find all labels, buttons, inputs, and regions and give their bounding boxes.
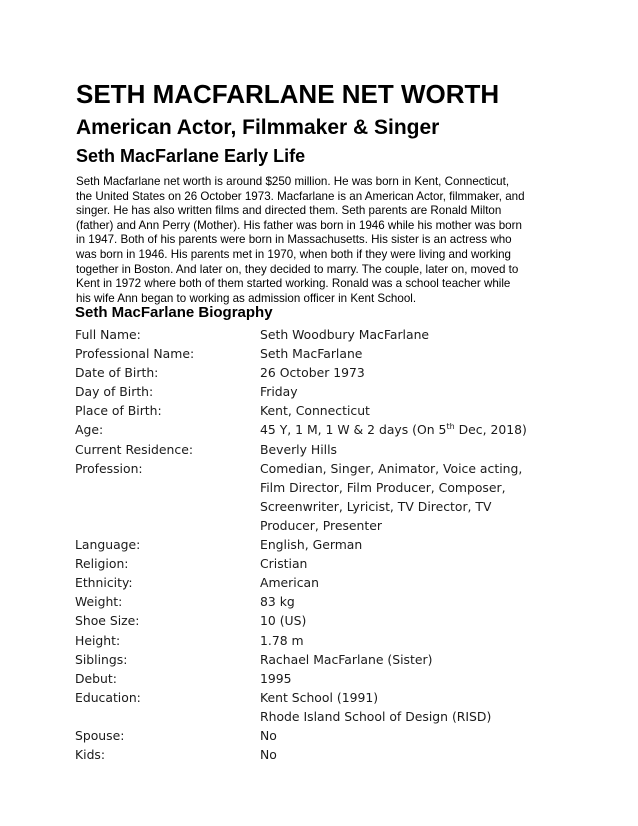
bio-label: Weight:: [75, 594, 123, 610]
bio-row-education: [75, 688, 555, 726]
bio-label: Education:: [75, 689, 141, 705]
bio-value: Comedian, Singer, Animator, Voice acting, Film Director, Film Producer, Composer, Screenwriter, Lyricist, TV Director, TV Producer, Presenter: [260, 460, 523, 533]
bio-value: 1.78 m: [260, 632, 304, 648]
age-ordinal-suffix: th: [446, 422, 455, 432]
bio-label: Debut:: [75, 670, 117, 686]
bio-label: Full Name:: [75, 327, 141, 342]
bio-value: Kent, Connecticut: [260, 403, 370, 419]
bio-value: American: [260, 575, 319, 591]
bio-row-shoe-size: [75, 611, 555, 630]
bio-value-age: [260, 420, 555, 439]
bio-label: Kids:: [75, 747, 106, 763]
bio-row-place-of-birth: [75, 401, 555, 420]
bio-label: Professional Name:: [75, 346, 195, 362]
bio-value: Seth Woodbury MacFarlane: [260, 327, 430, 342]
bio-label: Date of Birth:: [75, 365, 159, 381]
bio-value: No: [260, 747, 277, 763]
bio-label: Day of Birth:: [75, 384, 154, 400]
bio-label: Spouse:: [75, 727, 125, 743]
early-life-paragraph: Seth Macfarlane net worth is around $250 million. He was born in Kent, Connecticut, the United States on 26 October 1973. Macfarlane is an American Actor, filmmaker, and singer. He has also written films and directed them. Seth parents are Ronald Milton (father) and Ann Perry (Mother). His father was born in 1946 while his mother was born in 1947. Both of his parents were born in Massachusetts. His sister is an actress who was born in 1946. His parents met in 1970, when both if they were living and working together in Boston. And later on, they decided to marry. The couple, later on, moved to Kent in 1972 where both of them started working. Ronald was a school teacher while his wife Ann began to working as admission officer in Kent School.: [76, 175, 525, 305]
bio-row-professional-name: [75, 344, 555, 363]
bio-row-height: [75, 631, 555, 650]
bio-row-age: [75, 420, 555, 439]
bio-value: Friday: [260, 384, 298, 400]
bio-value: Kent School (1991) Rhode Island School of Design (RISD): [260, 689, 492, 724]
bio-label: Current Residence:: [75, 441, 194, 457]
bio-row-day-of-birth: [75, 382, 555, 401]
bio-label: Height:: [75, 632, 121, 648]
bio-row-date-of-birth: [75, 363, 555, 382]
document-page: [76, 80, 576, 306]
bio-value: No: [260, 727, 277, 743]
bio-row-siblings: [75, 650, 555, 669]
bio-row-debut: [75, 669, 555, 688]
bio-row-ethnicity: [75, 573, 555, 592]
bio-row-weight: [75, 592, 555, 611]
bio-row-religion: [75, 554, 555, 573]
bio-row-current-residence: [75, 440, 555, 459]
page-title: SETH MACFARLANE NET WORTH: [76, 79, 500, 109]
bio-label: Siblings:: [75, 651, 128, 667]
bio-value: Rachael MacFarlane (Sister): [260, 651, 433, 667]
bio-row-profession: [75, 459, 555, 535]
biography-image: [75, 304, 555, 764]
bio-value: Beverly Hills: [260, 441, 337, 457]
bio-value: Cristian: [260, 556, 308, 572]
bio-label: Profession:: [75, 460, 143, 476]
biography-title: Seth MacFarlane Biography: [75, 304, 273, 321]
section-heading-early-life: Seth MacFarlane Early Life: [76, 146, 306, 166]
bio-row-language: [75, 535, 555, 554]
bio-label: Place of Birth:: [75, 403, 162, 419]
page-subtitle: American Actor, Filmmaker & Singer: [76, 116, 440, 139]
bio-value: 10 (US): [260, 613, 307, 629]
bio-label: Ethnicity:: [75, 575, 133, 591]
bio-label: Language:: [75, 537, 141, 553]
bio-row-full-name: [75, 325, 555, 344]
bio-value: Seth MacFarlane: [260, 346, 363, 362]
bio-value: 26 October 1973: [260, 365, 365, 381]
bio-value: 1995: [260, 670, 292, 686]
bio-row-kids: [75, 745, 555, 764]
bio-row-spouse: [75, 726, 555, 745]
bio-value: English, German: [260, 537, 363, 553]
age-text: 45 Y, 1 M, 1 W & 2 days (On 5: [260, 422, 447, 438]
bio-label: Religion:: [75, 556, 129, 572]
bio-label: Shoe Size:: [75, 613, 140, 629]
bio-label: Age:: [75, 422, 104, 438]
bio-value: 83 kg: [260, 594, 295, 610]
age-text-end: Dec, 2018): [454, 422, 527, 438]
